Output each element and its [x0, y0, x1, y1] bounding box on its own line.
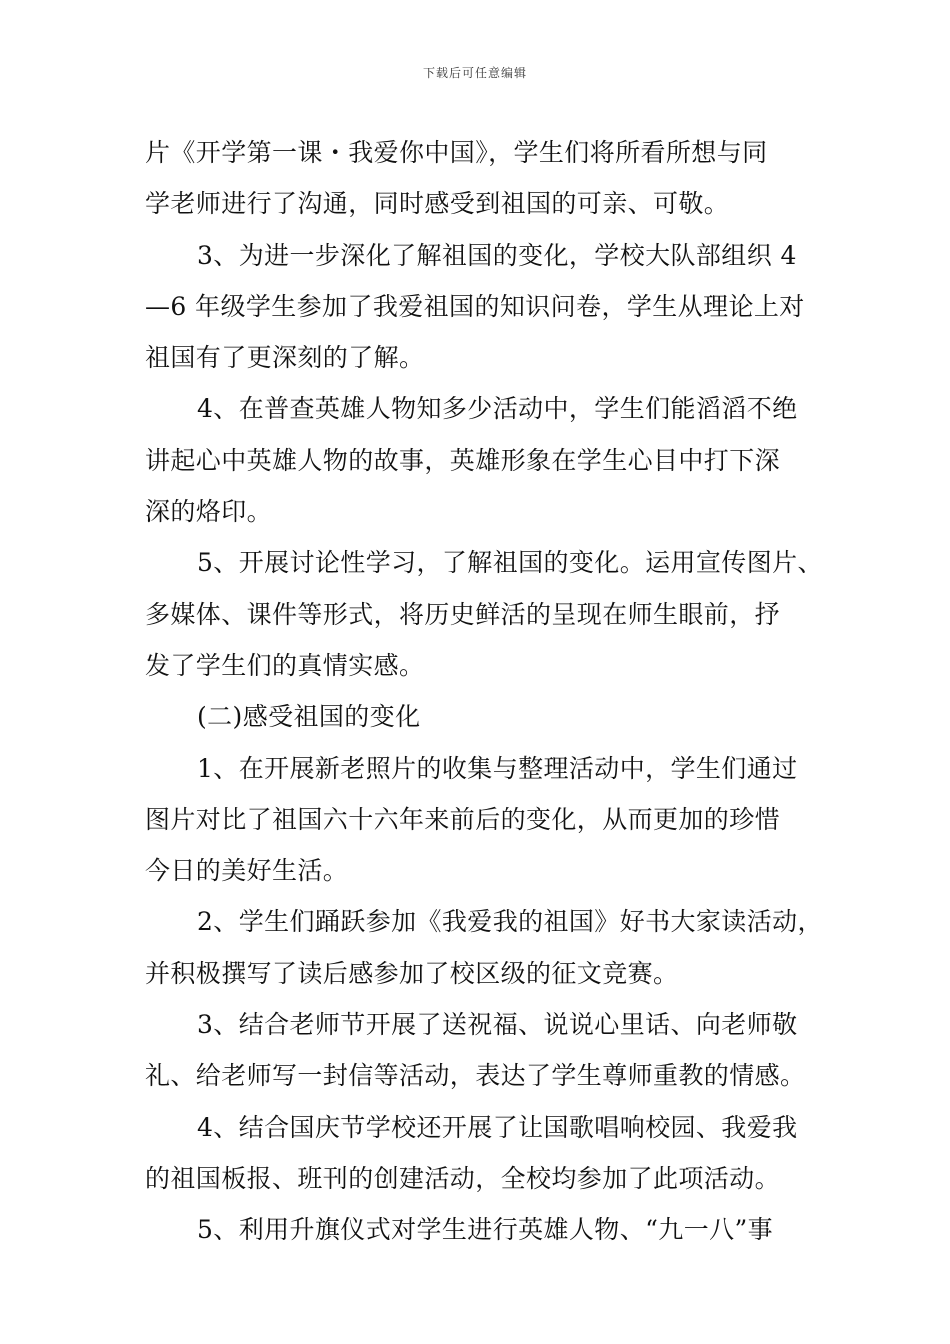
text-line: 并积极撰写了读后感参加了校区级的征文竞赛。: [145, 958, 679, 988]
text-line: 今日的美好生活。: [145, 856, 349, 886]
text-line: 的祖国板报、班刊的创建活动，全校均参加了此项活动。: [145, 1163, 781, 1193]
text-line: 祖国有了更深刻的了解。: [145, 343, 425, 373]
text-line: 3、为进一步深化了解祖国的变化，学校大队部组织 4: [197, 240, 797, 270]
text-line: 3、结合老师节开展了送祝福、说说心里话、向老师敬: [197, 1010, 798, 1040]
text-line: 4、结合国庆节学校还开展了让国歌唱响校园、我爱我: [197, 1112, 798, 1142]
text-line: 4、在普查英雄人物知多少活动中，学生们能滔滔不绝: [197, 394, 798, 424]
text-line: 图片对比了祖国六十六年来前后的变化，从而更加的珍惜: [145, 804, 781, 834]
text-line: 讲起心中英雄人物的故事，英雄形象在学生心目中打下深: [145, 445, 781, 475]
text-line: 2、学生们踊跃参加《我爱我的祖国》好书大家读活动，: [197, 907, 823, 937]
text-line: 1、在开展新老照片的收集与整理活动中，学生们通过: [197, 753, 798, 783]
text-line: 学老师进行了沟通，同时感受到祖国的可亲、可敬。: [145, 189, 730, 219]
text-line: 多媒体、课件等形式，将历史鲜活的呈现在师生眼前，抒: [145, 599, 781, 629]
text-line: 礼、给老师写一封信等活动，表达了学生尊师重教的情感。: [145, 1061, 806, 1091]
text-line: 5、开展讨论性学习，了解祖国的变化。运用宣传图片、: [197, 548, 823, 578]
text-line: 片《开学第一课・我爱你中国》，学生们将所看所想与同: [145, 138, 768, 167]
document-body: [145, 127, 823, 1256]
text-line: 发了学生们的真情实感。: [145, 650, 425, 680]
download-note: 下载后可任意编辑: [422, 66, 527, 80]
text-line: —6 年级学生参加了我爱祖国的知识问卷，学生从理论上对: [145, 291, 805, 321]
text-line: 深的烙印。: [145, 497, 273, 527]
section-heading: (二)感受祖国的变化: [197, 702, 421, 732]
text-line: 5、利用升旗仪式对学生进行英雄人物、“九一八”事: [197, 1215, 774, 1245]
